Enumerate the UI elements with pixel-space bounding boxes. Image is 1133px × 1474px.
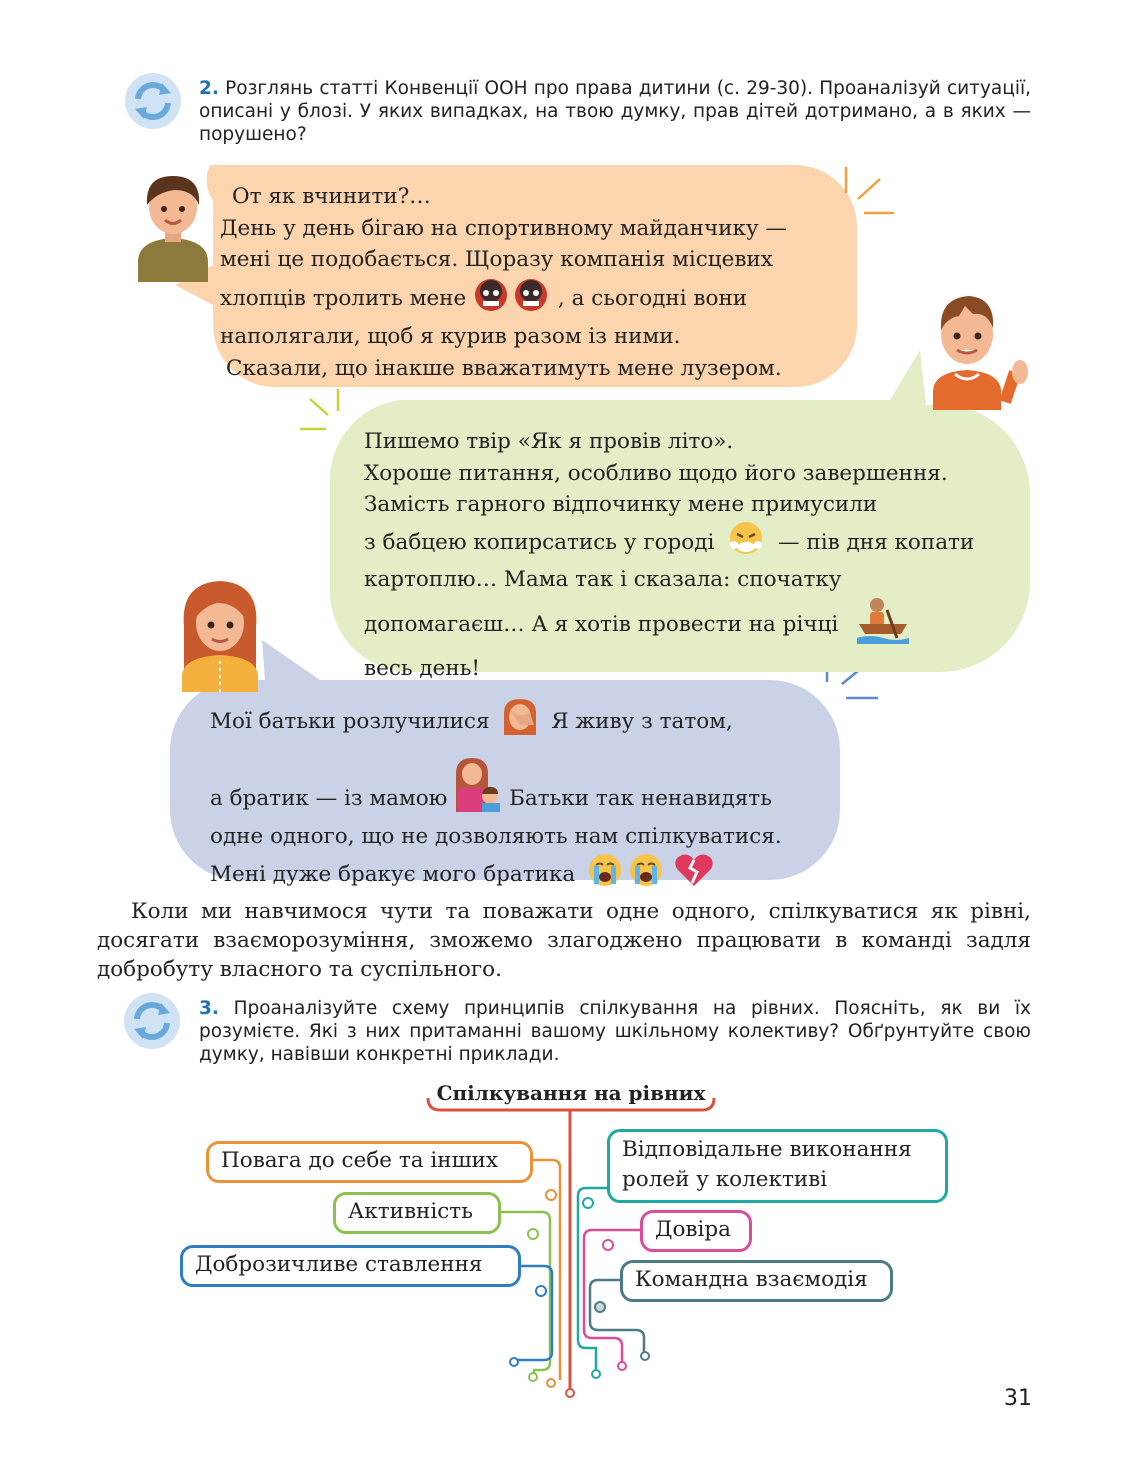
task-3-text: Проаналізуйте схему принципів спілкування на рівних. Поясніть, як ви їх розумієте. Які з них притаманні вашому шкільному колективу? Обґрунтуйте свою думку, навівши конкретні приклади. xyxy=(199,998,1031,1065)
principle-respect: Повага до себе та інших xyxy=(206,1141,533,1183)
bubble-3-text: Мені дуже бракує мого братика xyxy=(210,861,576,887)
principle-trust: Довіра xyxy=(640,1210,752,1252)
bubble-2-text: — пів дня копати xyxy=(778,529,975,555)
bubble-1-line: Сказали, що інакше вважатимуть мене лузером. xyxy=(226,355,782,381)
bubble-3-line: одне одного, що не дозволяють нам спілкуватися. xyxy=(210,824,782,849)
principle-responsible-line: ролей у колективі xyxy=(622,1167,828,1192)
bubble-3-text: Мої батьки розлучилися xyxy=(210,708,490,734)
bubble-3-text: а братик — із мамою xyxy=(210,785,448,811)
bubble-2-text: допомагаєш… А я хотів провести на річці xyxy=(364,611,839,637)
task-3-number: 3. xyxy=(199,998,219,1019)
bubble-1-line: День у день бігаю на спортивному майданчику — xyxy=(220,215,787,241)
principle-activity: Активність xyxy=(333,1192,501,1234)
bubble-2-line: Хороше питання, особливо щодо його завершення. xyxy=(364,460,948,486)
bubble-2-line: весь день! xyxy=(364,656,481,681)
bubble-2-line: Замість гарного відпочинку мене примусили xyxy=(364,492,878,517)
bubble-2-text: з бабцею копирсатись у городі xyxy=(364,529,715,555)
bubble-2-line: картоплю… Мама так і сказала: спочатку xyxy=(364,567,842,592)
bubble-3-text: Я живу з татом, xyxy=(551,708,733,734)
principle-friendly-attitude: Доброзичливе ставлення xyxy=(180,1245,521,1287)
principle-responsible-line: Відповідальне виконання xyxy=(622,1137,912,1162)
bubble-1-text: хлопців тролить мене xyxy=(220,285,467,311)
principle-responsible-roles xyxy=(607,1129,948,1203)
summary-paragraph: Коли ми навчимося чути та поважати одне одного, спілкуватися як рівні, досягати взаєморозуміння, зможемо злагоджено працювати в команді задля добробуту власного та суспільного. xyxy=(97,899,1031,982)
bubble-1-text: , а сьогодні вони xyxy=(557,285,748,311)
diagram-title: Спілкування на рівних xyxy=(436,1081,706,1105)
bubble-2-line: Пишемо твір «Як я провів літо». xyxy=(364,429,734,454)
bubble-3-text: Батьки так ненавидять xyxy=(509,785,772,811)
page-number: 31 xyxy=(1004,1386,1032,1411)
bubble-1-line: мені це подобається. Щоразу компанія місцевих xyxy=(220,247,773,272)
task-2-number: 2. xyxy=(199,78,219,99)
task-2-text: Розглянь статті Конвенції ООН про права дитини (с. 29-30). Проаналізуй ситуації, описані у блозі. У яких випадках, на твою думку, прав дітей дотримано, а в яких — порушено? xyxy=(199,78,1031,145)
bubble-1-line: От як вчинити?… xyxy=(232,184,431,209)
principle-teamwork: Командна взаємодія xyxy=(620,1260,893,1302)
bubble-1-line: наполягали, щоб я курив разом із ними. xyxy=(220,324,681,349)
